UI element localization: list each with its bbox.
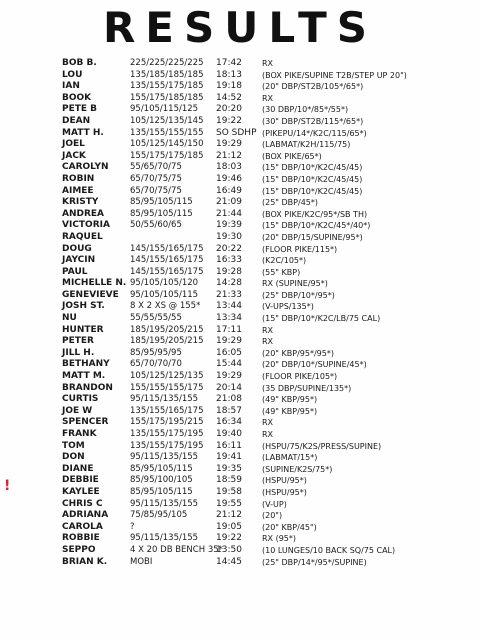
- result-notes: RX: [262, 430, 274, 439]
- result-row: [0, 209, 480, 221]
- result-name: MICHELLE N.: [62, 278, 127, 289]
- result-name: AIMEE: [62, 185, 94, 196]
- result-notes: (15" DBP/10*/K2C/45/45): [262, 163, 363, 173]
- result-row: [0, 93, 480, 105]
- result-time: 18:57: [216, 405, 242, 416]
- result-name: NU: [62, 313, 77, 324]
- result-weights: 95/115/135/155: [130, 452, 199, 463]
- result-weights: 95/105/105/115: [130, 289, 199, 300]
- result-weights: 145/155/165/175: [130, 266, 204, 277]
- result-notes: (BOX PIKE/SUPINE T2B/STEP UP 20"): [262, 70, 407, 80]
- result-notes: (HSPU/95*): [262, 487, 307, 497]
- result-row: [0, 186, 480, 198]
- result-name: RAQUEL: [62, 231, 103, 242]
- result-time: SO SDHP: [216, 127, 257, 138]
- result-weights: 65/70/75/75: [130, 173, 182, 184]
- result-time: 19:29: [216, 139, 242, 150]
- result-row: [0, 359, 480, 371]
- result-time: 16:33: [216, 255, 242, 266]
- result-name: DIANE: [62, 463, 94, 474]
- result-time: 14:52: [216, 92, 242, 103]
- result-name: GENEVIEVE: [62, 289, 119, 300]
- result-row: [0, 278, 480, 290]
- result-name: JOE W: [62, 405, 93, 416]
- result-name: VICTORIA: [62, 220, 110, 231]
- result-name: SEPPO: [62, 544, 96, 555]
- result-notes: (20" KBP/45"): [262, 522, 317, 532]
- result-notes: (V-UP): [262, 499, 287, 509]
- result-row: [0, 301, 480, 313]
- result-row: [0, 139, 480, 151]
- result-weights: 105/125/145/150: [130, 139, 204, 150]
- result-row: [0, 383, 480, 395]
- result-weights: 85/95/95/95: [130, 347, 182, 358]
- result-notes: (49" KBP/95*): [262, 406, 318, 416]
- result-name: ROBBIE: [62, 533, 100, 544]
- result-row: [0, 499, 480, 511]
- result-name: ANDREA: [62, 208, 105, 219]
- result-weights: 135/185/185/185: [130, 69, 204, 80]
- result-row: [0, 162, 480, 174]
- result-row: [0, 220, 480, 232]
- result-weights: 155/155/155/175: [130, 382, 204, 393]
- result-row: [0, 522, 480, 534]
- result-weights: ?: [130, 521, 135, 532]
- result-notes: (15" DBP/10*/K2C/45*/40*): [262, 221, 371, 231]
- result-row: [0, 557, 480, 569]
- result-notes: (20" DBP/ST2B/105*/65*): [262, 82, 364, 92]
- result-time: 17:42: [216, 58, 242, 68]
- result-notes: (15" DBP/10*/K2C/45/45): [262, 186, 363, 196]
- result-time: 19:35: [216, 463, 242, 474]
- result-time: 21:12: [216, 510, 242, 521]
- result-name: DEBBIE: [62, 475, 99, 486]
- result-time: 19:18: [216, 81, 242, 92]
- result-name: CHRIS C: [62, 498, 103, 509]
- result-name: DON: [62, 452, 85, 463]
- result-time: 18:03: [216, 162, 242, 173]
- result-weights: 135/155/155/155: [130, 127, 204, 138]
- result-weights: 85/95/105/115: [130, 208, 193, 219]
- result-row: [0, 475, 480, 487]
- result-weights: 55/65/70/75: [130, 162, 182, 173]
- result-notes: (25" DBP/14*/95*/SUPINE): [262, 557, 367, 567]
- result-name: FRANK: [62, 429, 97, 439]
- result-name: BRANDON: [62, 382, 113, 393]
- result-row: [0, 244, 480, 256]
- result-time: 19:22: [216, 533, 242, 544]
- result-notes: RX: [262, 337, 274, 347]
- result-name: JOEL: [62, 139, 85, 150]
- result-row: [0, 267, 480, 279]
- result-name: PETER: [62, 336, 94, 347]
- result-weights: 105/125/135/145: [130, 115, 204, 126]
- result-notes: (10 LUNGES/10 BACK SQ/75 CAL): [262, 545, 396, 555]
- result-row: [0, 81, 480, 93]
- result-weights: 135/155/165/175: [130, 405, 204, 416]
- result-weights: 105/125/125/135: [130, 371, 204, 382]
- result-notes: RX: [262, 93, 274, 103]
- result-notes: (LABMAT/K2H/115/75): [262, 140, 351, 150]
- result-weights: 4 X 20 DB BENCH 35*: [130, 544, 223, 555]
- result-weights: 135/155/175/185: [130, 81, 204, 92]
- result-time: 21:08: [216, 394, 242, 405]
- result-time: 15:44: [216, 359, 242, 370]
- result-row: [0, 336, 480, 348]
- result-weights: 75/85/95/105: [130, 510, 188, 521]
- result-notes: (30 DBP/10*/85*/55*): [262, 105, 349, 115]
- result-row: [0, 104, 480, 116]
- result-row: [0, 510, 480, 522]
- result-notes: (HSPU/95*): [262, 476, 307, 486]
- result-notes: RX: [262, 325, 274, 335]
- result-weights: 95/115/135/155: [130, 533, 199, 544]
- result-notes: RX: [262, 418, 274, 428]
- result-notes: (HSPU/75/K2S/PRESS/SUPINE): [262, 441, 382, 451]
- result-weights: 65/70/75/75: [130, 185, 182, 196]
- result-time: 19:05: [216, 521, 242, 532]
- result-time: 16:05: [216, 347, 242, 358]
- result-notes: (20" DBP/15/SUPINE/95*): [262, 232, 363, 242]
- result-row: [0, 128, 480, 140]
- result-notes: (K2C/105*): [262, 256, 307, 266]
- result-time: 18:59: [216, 475, 242, 486]
- result-time: 14:28: [216, 278, 242, 289]
- result-row: [0, 174, 480, 186]
- result-time: 21:33: [216, 289, 242, 300]
- result-weights: 95/105/115/125: [130, 104, 199, 115]
- result-notes: (15" DBP/10*/K2C/45/45): [262, 174, 363, 184]
- result-name: PETE B: [62, 104, 98, 115]
- result-row: [0, 197, 480, 209]
- result-notes: (20"): [262, 511, 283, 521]
- result-time: 19:39: [216, 220, 242, 231]
- result-time: 19:28: [216, 266, 242, 277]
- result-notes: (49" KBP/95*): [262, 395, 318, 405]
- result-notes: (BOX PIKE/K2C/95*/SB TH): [262, 209, 368, 219]
- result-name: MATT M.: [62, 371, 106, 382]
- result-name: DOUG: [62, 243, 92, 254]
- stray-mark: !: [4, 478, 11, 494]
- result-weights: 155/175/175/185: [130, 150, 204, 161]
- result-weights: 50/55/60/65: [130, 220, 182, 231]
- result-row: [0, 429, 480, 441]
- result-weights: 225/225/225/225: [130, 58, 204, 68]
- result-weights: 155/175/185/185: [130, 92, 204, 103]
- result-notes: (SUPINE/K2S/75*): [262, 464, 333, 474]
- result-weights: 135/155/175/195: [130, 440, 204, 451]
- result-name: ROBIN: [62, 173, 95, 184]
- result-weights: 135/155/175/195: [130, 429, 204, 439]
- result-row: [0, 313, 480, 325]
- result-name: BOB B.: [62, 58, 97, 68]
- result-time: 14:45: [216, 556, 242, 567]
- result-weights: 85/95/105/115: [130, 197, 193, 208]
- result-row: [0, 417, 480, 429]
- results-list: [0, 58, 480, 568]
- result-row: [0, 70, 480, 82]
- result-name: BRIAN K.: [62, 556, 108, 567]
- result-notes: RX (95*): [262, 534, 297, 544]
- result-name: JACK: [62, 150, 86, 161]
- result-weights: 65/70/70/70: [130, 359, 182, 370]
- result-row: [0, 441, 480, 453]
- result-row: [0, 487, 480, 499]
- result-time: 20:22: [216, 243, 242, 254]
- result-time: 19:29: [216, 371, 242, 382]
- result-time: 21:44: [216, 208, 242, 219]
- result-name: DEAN: [62, 115, 91, 126]
- result-weights: MOBI: [130, 556, 153, 567]
- result-row: [0, 545, 480, 557]
- result-name: CAROLA: [62, 521, 103, 532]
- result-weights: 95/115/135/155: [130, 498, 199, 509]
- result-name: HUNTER: [62, 324, 104, 335]
- result-row: [0, 116, 480, 128]
- result-name: SPENCER: [62, 417, 109, 428]
- result-name: PAUL: [62, 266, 88, 277]
- result-row: [0, 290, 480, 302]
- result-time: 18:13: [216, 69, 242, 80]
- result-name: ADRIANA: [62, 510, 109, 521]
- result-time: 19:22: [216, 115, 242, 126]
- result-time: 19:41: [216, 452, 242, 463]
- result-time: 17:11: [216, 324, 242, 335]
- result-row: [0, 371, 480, 383]
- result-name: JILL H.: [62, 347, 95, 358]
- result-weights: 8 X 2 XS @ 155*: [130, 301, 201, 312]
- result-notes: (35 DBP/SUPINE/135*): [262, 383, 352, 393]
- result-time: 13:50: [216, 544, 242, 555]
- result-time: 19:29: [216, 336, 242, 347]
- result-row: [0, 464, 480, 476]
- result-notes: (FLOOR PIKE/115*): [262, 244, 338, 254]
- result-time: 21:09: [216, 197, 242, 208]
- result-weights: 145/155/165/175: [130, 255, 204, 266]
- result-weights: 155/175/195/215: [130, 417, 204, 428]
- result-time: 20:20: [216, 104, 242, 115]
- result-notes: (55" KBP): [262, 267, 301, 277]
- result-time: 19:58: [216, 486, 242, 497]
- result-name: BETHANY: [62, 359, 110, 370]
- result-weights: 145/155/165/175: [130, 243, 204, 254]
- result-notes: (V-UPS/135*): [262, 302, 314, 312]
- result-notes: (PIKEPU/14*/K2C/115/65*): [262, 128, 367, 138]
- result-weights: 85/95/100/105: [130, 475, 193, 486]
- result-name: MATT H.: [62, 127, 104, 138]
- result-name: CAROLYN: [62, 162, 109, 173]
- result-notes: (25" DBP/45*): [262, 198, 318, 208]
- result-notes: RX: [262, 59, 274, 68]
- result-time: 19:46: [216, 173, 242, 184]
- result-weights: 185/195/205/215: [130, 324, 204, 335]
- result-name: LOU: [62, 69, 83, 80]
- result-row: [0, 58, 480, 70]
- result-row: [0, 452, 480, 464]
- result-name: TOM: [62, 440, 85, 451]
- result-weights: 85/95/105/115: [130, 463, 193, 474]
- result-row: [0, 255, 480, 267]
- result-name: KAYLEE: [62, 486, 100, 497]
- result-time: 13:44: [216, 301, 242, 312]
- result-weights: 55/55/55/55: [130, 313, 182, 324]
- result-weights: 185/195/205/215: [130, 336, 204, 347]
- result-notes: (25" DBP/10*/95*): [262, 290, 335, 300]
- result-time: 16:11: [216, 440, 242, 451]
- result-name: BOOK: [62, 92, 92, 103]
- result-time: 19:40: [216, 429, 242, 439]
- result-weights: 95/105/105/120: [130, 278, 199, 289]
- result-name: JOSH ST.: [62, 301, 105, 312]
- result-row: [0, 325, 480, 337]
- result-name: CURTIS: [62, 394, 99, 405]
- result-weights: 95/115/135/155: [130, 394, 199, 405]
- result-name: JAYCIN: [62, 255, 96, 266]
- result-row: [0, 394, 480, 406]
- result-row: [0, 348, 480, 360]
- result-notes: (30" DBP/ST2B/115*/65*): [262, 116, 364, 126]
- result-notes: (15" DBP/10*/K2C/LB/75 CAL): [262, 314, 381, 324]
- result-time: 16:34: [216, 417, 242, 428]
- result-notes: (20" KBP/95*/95*): [262, 348, 334, 358]
- result-name: IAN: [62, 81, 80, 92]
- result-time: 19:30: [216, 231, 242, 242]
- result-row: [0, 406, 480, 418]
- page-title: RESULTS: [102, 3, 378, 52]
- result-row: [0, 232, 480, 244]
- result-time: 19:55: [216, 498, 242, 509]
- result-time: 20:14: [216, 382, 242, 393]
- result-time: 21:12: [216, 150, 242, 161]
- result-notes: (LABMAT/15*): [262, 453, 318, 463]
- result-time: 13:34: [216, 313, 242, 324]
- result-time: 16:49: [216, 185, 242, 196]
- result-row: [0, 533, 480, 545]
- result-row: [0, 151, 480, 163]
- result-name: KRISTY: [62, 197, 99, 208]
- result-notes: (20" DBP/10*/SUPINE/45*): [262, 360, 367, 370]
- result-notes: (FLOOR PIKE/105*): [262, 372, 338, 382]
- result-weights: 85/95/105/115: [130, 486, 193, 497]
- result-notes: RX (SUPINE/95*): [262, 279, 328, 289]
- result-notes: (BOX PIKE/65*): [262, 151, 322, 161]
